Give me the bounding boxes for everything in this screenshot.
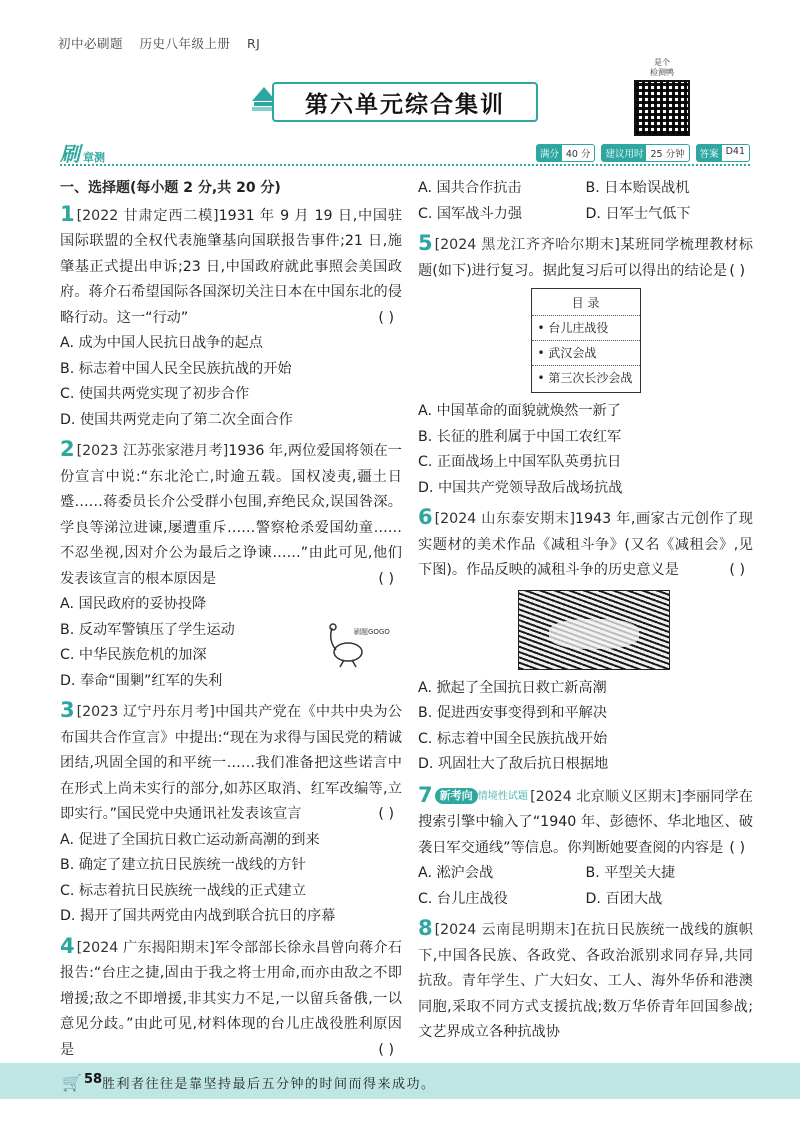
question-stem: 李丽同学在搜索引擎中输入了“1940 年、彭德怀、华北地区、破袭日军交通线”等信息。你判断她要查阅的内容是 xyxy=(418,788,753,856)
running-header xyxy=(58,34,272,52)
option-b: B. 长征的胜利属于中国工农红军 xyxy=(418,428,622,445)
answer-paren: ( ) xyxy=(729,262,745,279)
question-stem: 1931 年 9 月 19 日,中国驻国际联盟的全权代表施肇基向国联报告事件;21 日,施肇基正式提出申诉;23 日,中国政府就此事照会美国政府。蒋介石希望国际各国深切关注日本在中国东北的侵略行动。这一“行动” xyxy=(60,207,403,326)
new-trend-badge: 新考向 xyxy=(435,788,478,804)
book-name: 历史八年级上册 xyxy=(139,36,231,51)
question-number: 4 xyxy=(60,933,75,958)
qr-code-icon[interactable] xyxy=(634,80,690,136)
option-a: A. 掀起了全国抗日救亡新高潮 xyxy=(418,679,607,696)
option-c: C. 台儿庄战役 xyxy=(418,890,508,907)
question-stem: 在抗日民族统一战线的旗帜下,中国各民族、各政党、各政治派别求同存异,共同抗敌。青年学生、广大妇女、工人、海外华侨和港澳同胞,采取不同方式支援抗战;数万华侨青年回国参战;文艺界成立各种抗战协 xyxy=(418,922,753,1040)
option-b: B. 日本贻误战机 xyxy=(585,180,690,196)
question-4-options xyxy=(418,176,753,227)
question-number: 6 xyxy=(418,505,433,529)
page-footer xyxy=(0,1063,800,1099)
unit-title: 第六单元综合集训 xyxy=(272,82,538,122)
question-4 xyxy=(60,933,402,1064)
question-8 xyxy=(418,918,753,1046)
question-number: 8 xyxy=(418,916,433,940)
option-c: C. 使国共两党实现了初步合作 xyxy=(60,386,250,402)
question-number: 3 xyxy=(60,698,75,722)
page-number: 58 xyxy=(84,1072,103,1087)
option-d: D. 揭开了国共两党由内战到联合抗日的序幕 xyxy=(60,908,336,924)
option-b: B. 促进西安事变得到和平解决 xyxy=(418,705,608,721)
option-a: A. 促进了全国抗日救亡运动新高潮的到来 xyxy=(60,831,320,848)
cart-icon: 🛒 xyxy=(62,1073,82,1092)
option-a: A. 国民政府的妥协投降 xyxy=(60,596,207,612)
option-b: B. 确定了建立抗日民族统一战线的方针 xyxy=(60,857,306,873)
question-5 xyxy=(418,233,753,501)
toc-title: 目 录 xyxy=(532,291,640,316)
option-c: C. 标志着中国全民族抗战开始 xyxy=(418,730,608,747)
option-d: D. 奉命“围剿”红军的失利 xyxy=(60,672,223,689)
answer-paren: ( ) xyxy=(378,1041,394,1058)
option-a: A. 成为中国人民抗日战争的起点 xyxy=(60,335,263,351)
answer-tag: 答案 D41 xyxy=(696,144,750,162)
question-source: [2023 辽宁丹东月考] xyxy=(76,704,215,720)
question-stem: 中国共产党在《中共中央为公布国共合作宣言》中提出:“现在为求得与国民党的精诚团结,巩固全国的和平统一……我们准备把这些诺言中在形式上尚未实行的部分,如苏区取消、红军改编等,立即实行。”国民党中央通讯社发表该宣言 xyxy=(60,704,402,822)
cartoon-label: 刷题GOGO xyxy=(354,628,390,636)
qr-label-top: 是个 xyxy=(654,58,670,67)
option-a: A. 国共合作抗击 xyxy=(418,180,522,196)
option-d: D. 日军士气低下 xyxy=(585,205,691,222)
edition-label: RJ xyxy=(247,36,261,51)
woodcut-artwork-image xyxy=(518,590,670,670)
toc-item: • 第三次长沙会战 xyxy=(537,371,633,385)
question-3 xyxy=(60,700,402,930)
answer-paren: ( ) xyxy=(378,570,394,587)
question-6 xyxy=(418,507,753,778)
option-a: A. 淞沪会战 xyxy=(418,865,494,881)
question-source: [2024 云南昆明期末] xyxy=(434,922,576,938)
question-1 xyxy=(60,201,403,434)
qr-code-block[interactable] xyxy=(633,58,691,130)
option-d: D. 百团大战 xyxy=(585,890,663,907)
full-score-tag: 满分 40 分 xyxy=(536,144,596,162)
section-logo-sub: 章测 xyxy=(83,151,105,164)
footer-motto: 胜利者往往是靠坚持最后五分钟的时间而得来成功。 xyxy=(102,1077,436,1092)
option-c: C. 中华民族危机的加深 xyxy=(60,647,207,663)
time-tag: 建议用时 25 分钟 xyxy=(601,144,689,162)
option-b: B. 反动军警镇压了学生运动 xyxy=(60,621,235,638)
option-d: D. 使国共两党走向了第二次全面合作 xyxy=(60,411,293,428)
answer-paren: ( ) xyxy=(729,839,745,856)
question-source: [2024 黑龙江齐齐哈尔期末] xyxy=(434,237,620,253)
question-number: 5 xyxy=(418,231,433,255)
question-source: [2024 山东泰安期末] xyxy=(434,511,576,527)
toc-item: • 台儿庄战役 xyxy=(532,316,640,341)
question-stem: 军令部部长徐永昌曾向蒋介石报告:“台庄之捷,固由于我之将士用命,而亦由敌之不即增援;敌之不即增援,非其实力不足,一以留兵备俄,一以意见分歧。”由此可见,材料体现的台儿庄战役胜利原因是 xyxy=(60,939,402,1058)
meta-tags xyxy=(536,144,750,162)
answer-paren: ( ) xyxy=(729,562,745,578)
toc-item: • 武汉会战 xyxy=(532,341,640,366)
question-number: 2 xyxy=(60,437,75,461)
section-bar xyxy=(60,138,750,166)
right-column xyxy=(418,176,753,1052)
option-c: C. 正面战场上中国军队英勇抗日 xyxy=(418,454,622,470)
option-c: C. 国军战斗力强 xyxy=(418,205,523,222)
question-source: [2022 甘肃定西二模] xyxy=(76,207,219,224)
answer-paren: ( ) xyxy=(378,309,394,326)
option-b: B. 平型关大捷 xyxy=(585,865,676,881)
option-a: A. 中国革命的面貌就焕然一新了 xyxy=(418,403,621,419)
question-7-options xyxy=(418,861,753,912)
answer-paren: ( ) xyxy=(378,806,394,822)
part-title: 一、选择题(每小题 2 分,共 20 分) xyxy=(60,180,281,196)
option-b: B. 标志着中国人民全民族抗战的开始 xyxy=(60,360,292,377)
question-number: 1 xyxy=(60,201,75,226)
question-source: [2023 江苏张家港月考] xyxy=(76,443,229,459)
question-7 xyxy=(418,784,753,913)
table-of-contents-box xyxy=(531,288,641,393)
question-stem: 某班同学梳理教材标题(如下)进行复习。据此复习后可以得出的结论是 xyxy=(418,237,753,279)
qr-label-bottom: 检测鸭 xyxy=(650,68,674,77)
section-logo xyxy=(60,138,105,167)
badge-note: 情境性试题 xyxy=(477,790,529,802)
option-c: C. 标志着抗日民族统一战线的正式建立 xyxy=(60,882,306,899)
section-logo-main: 刷 xyxy=(60,142,80,166)
question-stem: 1943 年,画家古元创作了现实题材的美术作品《减租斗争》(又名《减租会》,见下图)。作品反映的减租斗争的历史意义是 xyxy=(418,511,753,578)
question-stem: 1936 年,两位爱国将领在一份宣言中说:“东北沦亡,时逾五载。国权凌夷,疆土日蹙……蒋委员长介公受群小包围,弃绝民众,误国咎深。学良等涕泣进谏,屡遭重斥……警察枪杀爱国幼童……不忍坐视,因对介公为最后之诤谏……”由此可见,他们发表该宣言的根本原因是 xyxy=(60,443,402,587)
question-number: 7 xyxy=(418,782,433,807)
question-source: [2024 广东揭阳期末] xyxy=(76,939,215,956)
option-d: D. 中国共产党领导敌后战场抗战 xyxy=(418,479,623,496)
series-name: 初中必刷题 xyxy=(58,36,124,51)
option-d: D. 巩固壮大了敌后抗日根据地 xyxy=(418,756,609,772)
question-source: [2024 北京顺义区期末] xyxy=(530,788,682,805)
ostrich-mascot-icon xyxy=(318,620,390,668)
